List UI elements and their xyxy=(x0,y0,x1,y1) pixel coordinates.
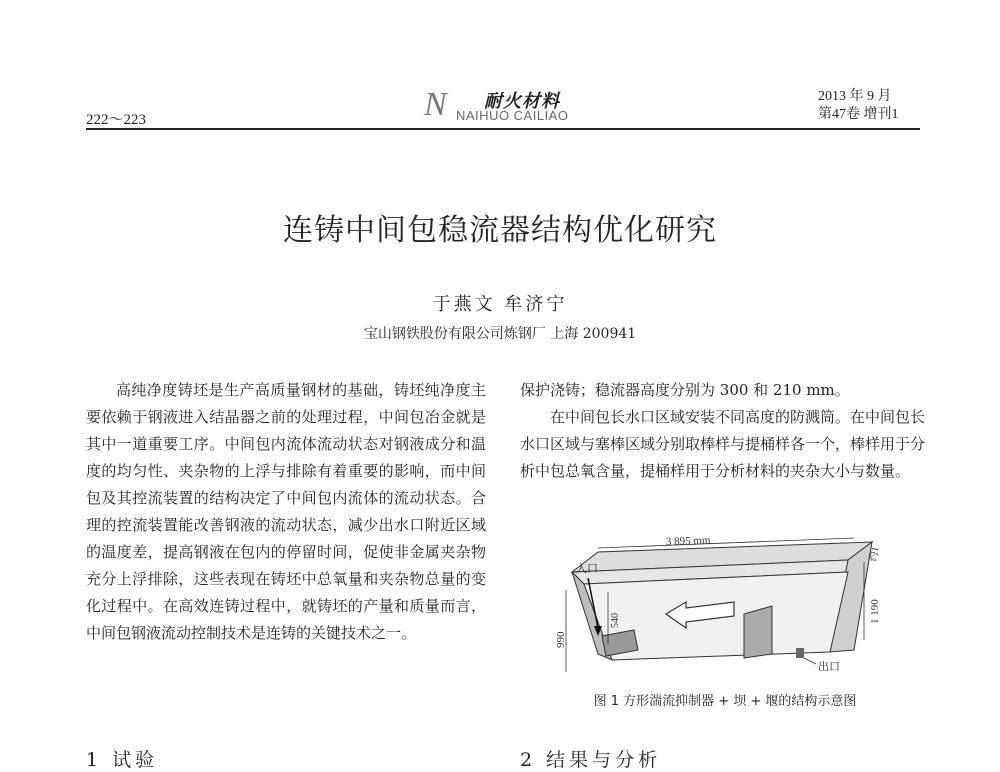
label-corner: 约1 xyxy=(868,545,882,563)
figure-caption: 图 1 方形湍流抑制器 + 坝 + 堰的结构示意图 xyxy=(593,694,857,709)
label-inlet: 入口 xyxy=(576,563,598,575)
journal-logo xyxy=(418,86,588,126)
intro-paragraph: 高纯净度铸坯是生产高质量钢材的基础，铸坯纯净度主要依赖于钢液进入结晶器之前的处理过程，中间包冶金就是其中一道重要工序。中间包内流体流动状态对钢液成分和温度的均匀性、夹杂物的上浮与排除有着重要的影响，而中间包及其控流装置的结构决定了中间包内流体的流动状态。合理的控流装置能改善钢液的流动状态，减少出水口附近区域的温度差，提高钢液在包内的停留时间，促使非金属夹杂物充分上浮排除，这些表现在铸坯中总氧量和夹杂物总量的变化过程中。在高效连铸过程中，就铸坯的产量和质量而言，中间包钢液流动控制技术是连铸的关键技术之一。 xyxy=(86,381,486,642)
paper-title: 连铸中间包稳流器结构优化研究 xyxy=(283,213,717,248)
left-column xyxy=(86,377,486,647)
dim-right: 1 190 xyxy=(869,599,881,624)
dim-left: 990 xyxy=(555,631,567,648)
right-column xyxy=(520,377,925,485)
paper-affiliation: 宝山钢铁股份有限公司炼钢厂 上海 200941 xyxy=(363,326,637,342)
issue-volume: 第47卷 增刊1 xyxy=(818,107,899,122)
issue-date: 2013 年 9 月 xyxy=(818,89,892,104)
journal-name-cn: 耐火材料 xyxy=(484,91,560,112)
tundish-figure xyxy=(555,532,898,680)
journal-name-en: NAIHUO CAILIAO xyxy=(456,108,569,123)
header-rule xyxy=(86,128,920,130)
label-outlet: 出口 xyxy=(818,661,840,673)
paper-authors: 于燕文 牟济宁 xyxy=(432,294,568,315)
issue-info xyxy=(818,88,899,124)
page-range: 222～223 xyxy=(86,112,147,128)
right-paragraph-1: 保护浇铸；稳流器高度分别为 300 和 210 mm。 xyxy=(520,381,850,399)
dim-top: 3 895 mm xyxy=(665,534,711,548)
dim-inner: 540 xyxy=(610,613,621,628)
right-paragraph-2: 在中间包长水口区域安装不同高度的防溅筒。在中间包长水口区域与塞棒区域分别取棒样与提桶样各一个，棒样用于分析中包总氧含量，提桶样用于分析材料的夹杂大小与数量。 xyxy=(520,408,926,480)
logo-n-glyph: N xyxy=(424,86,447,123)
section-heading-experiment: 1 试验 xyxy=(86,749,159,771)
section-heading-results: 2 结果与分析 xyxy=(520,749,662,771)
